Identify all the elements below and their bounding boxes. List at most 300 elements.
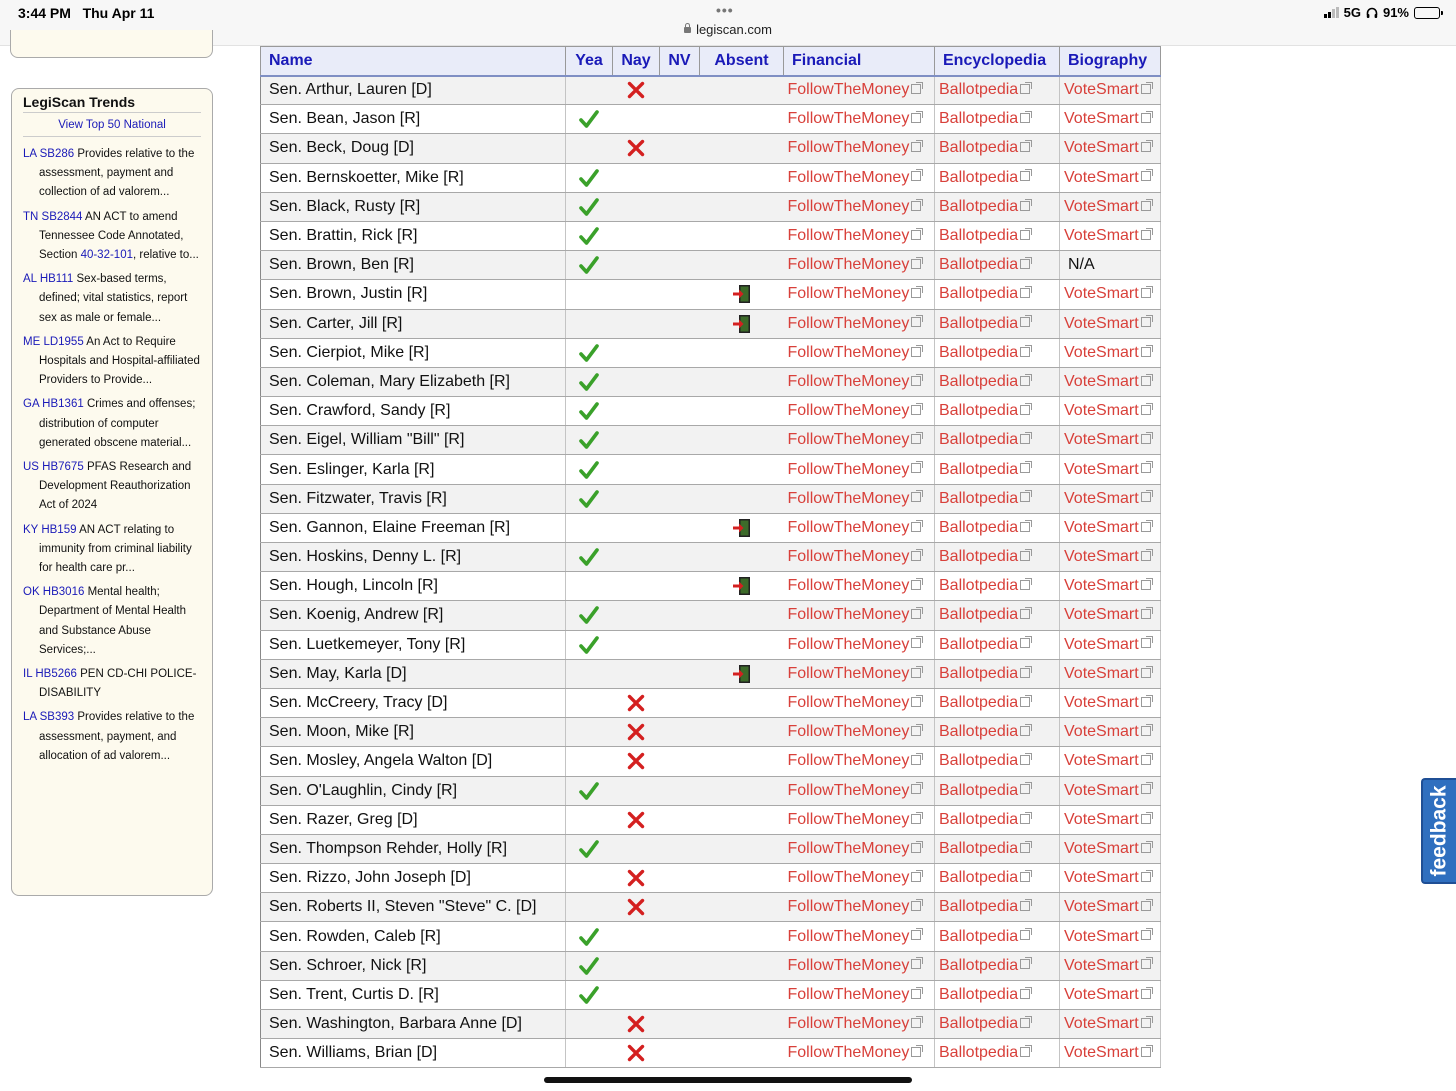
vote-cell-yea — [566, 426, 613, 455]
financial-link[interactable]: FollowTheMoney — [787, 810, 910, 828]
biography-cell — [1060, 426, 1161, 455]
financial-link[interactable]: FollowTheMoney — [787, 548, 910, 566]
vote-cell-absent — [700, 1039, 784, 1068]
encyclopedia-link[interactable]: Ballotpedia — [939, 139, 1019, 157]
biography-link[interactable]: VoteSmart — [1064, 898, 1139, 916]
biography-na: N/A — [1068, 256, 1095, 274]
legislator-name[interactable]: Sen. Mosley, Angela Walton [D] — [261, 747, 566, 776]
vote-cell-absent — [700, 455, 784, 484]
bill-id-link[interactable]: ME LD1955 — [23, 335, 84, 348]
encyclopedia-link[interactable]: Ballotpedia — [939, 869, 1019, 887]
financial-link[interactable]: FollowTheMoney — [787, 723, 910, 741]
encyclopedia-link[interactable]: Ballotpedia — [939, 460, 1019, 478]
vote-cell-nv — [660, 309, 700, 338]
encyclopedia-link[interactable]: Ballotpedia — [939, 898, 1019, 916]
biography-cell — [1060, 309, 1161, 338]
encyclopedia-cell — [935, 105, 1060, 134]
financial-link[interactable]: FollowTheMoney — [787, 314, 910, 332]
table-row — [261, 659, 1161, 688]
biography-link[interactable]: VoteSmart — [1064, 489, 1139, 507]
financial-link[interactable]: FollowTheMoney — [787, 1015, 910, 1033]
biography-cell — [1060, 105, 1161, 134]
financial-link[interactable]: FollowTheMoney — [787, 197, 910, 215]
financial-link[interactable]: FollowTheMoney — [787, 431, 910, 449]
biography-link[interactable]: VoteSmart — [1064, 372, 1139, 390]
check-icon — [579, 781, 599, 801]
vote-cell-nv — [660, 776, 700, 805]
vote-cell-nv — [660, 134, 700, 163]
biography-cell — [1060, 951, 1161, 980]
biography-link[interactable]: VoteSmart — [1064, 460, 1139, 478]
exit-door-icon — [732, 284, 752, 304]
vote-cell-nv — [660, 221, 700, 250]
external-link-icon — [911, 201, 921, 211]
vote-cell-absent — [700, 426, 784, 455]
vote-cell-yea — [566, 280, 613, 309]
biography-cell — [1060, 980, 1161, 1009]
external-link-icon — [1020, 551, 1030, 561]
legislator-name[interactable]: Sen. Coleman, Mary Elizabeth [R] — [261, 367, 566, 396]
biography-link[interactable]: VoteSmart — [1064, 343, 1139, 361]
external-link-icon — [911, 405, 921, 415]
table-row — [261, 864, 1161, 893]
table-row — [261, 893, 1161, 922]
financial-cell — [784, 221, 935, 250]
vote-cell-nv — [660, 543, 700, 572]
biography-cell — [1060, 659, 1161, 688]
table-row — [261, 484, 1161, 513]
vote-cell-yea — [566, 543, 613, 572]
vote-cell-nay — [613, 338, 660, 367]
legislator-name[interactable]: Sen. McCreery, Tracy [D] — [261, 688, 566, 717]
financial-link[interactable]: FollowTheMoney — [787, 110, 910, 128]
bill-id-link[interactable]: GA HB1361 — [23, 398, 84, 411]
encyclopedia-cell — [935, 455, 1060, 484]
biography-cell — [1060, 601, 1161, 630]
vote-cell-nv — [660, 367, 700, 396]
encyclopedia-link[interactable]: Ballotpedia — [939, 752, 1019, 770]
check-icon — [579, 226, 599, 246]
column-header-nv[interactable]: NV — [660, 47, 700, 76]
biography-link[interactable]: VoteSmart — [1064, 402, 1139, 420]
legislator-name[interactable]: Sen. May, Karla [D] — [261, 659, 566, 688]
vote-cell-yea — [566, 718, 613, 747]
financial-cell — [784, 601, 935, 630]
financial-cell — [784, 1039, 935, 1068]
legislator-name[interactable]: Sen. Bean, Jason [R] — [261, 105, 566, 134]
financial-link[interactable]: FollowTheMoney — [787, 752, 910, 770]
external-link-icon — [1141, 872, 1151, 882]
financial-link[interactable]: FollowTheMoney — [787, 168, 910, 186]
biography-link[interactable]: VoteSmart — [1064, 168, 1139, 186]
check-icon — [579, 956, 599, 976]
biography-cell — [1060, 893, 1161, 922]
external-link-icon — [1141, 989, 1151, 999]
biography-link[interactable]: VoteSmart — [1064, 664, 1139, 682]
financial-cell — [784, 951, 935, 980]
external-link-icon — [1020, 463, 1030, 473]
encyclopedia-link[interactable]: Ballotpedia — [939, 197, 1019, 215]
encyclopedia-link[interactable]: Ballotpedia — [939, 343, 1019, 361]
legislator-name[interactable]: Sen. Luetkemeyer, Tony [R] — [261, 630, 566, 659]
external-link-icon — [1020, 171, 1030, 181]
encyclopedia-link[interactable]: Ballotpedia — [939, 227, 1019, 245]
bill-description: An Act to Require Hospitals and Hospital-affiliated Providers to Provide... — [39, 335, 200, 387]
biography-cell — [1060, 834, 1161, 863]
financial-cell — [784, 134, 935, 163]
financial-link[interactable]: FollowTheMoney — [787, 985, 910, 1003]
vote-cell-nv — [660, 630, 700, 659]
vote-cell-absent — [700, 367, 784, 396]
financial-link[interactable]: FollowTheMoney — [787, 635, 910, 653]
financial-cell — [784, 922, 935, 951]
financial-link[interactable]: FollowTheMoney — [787, 1044, 910, 1062]
external-link-icon — [1020, 638, 1030, 648]
encyclopedia-link[interactable]: Ballotpedia — [939, 577, 1019, 595]
encyclopedia-link[interactable]: Ballotpedia — [939, 372, 1019, 390]
check-icon — [579, 168, 599, 188]
vote-cell-absent — [700, 251, 784, 280]
legislator-name[interactable]: Sen. Washington, Barbara Anne [D] — [261, 1010, 566, 1039]
biography-link[interactable]: VoteSmart — [1064, 1015, 1139, 1033]
external-link-icon — [911, 638, 921, 648]
table-row — [261, 776, 1161, 805]
legislator-name[interactable]: Sen. Eslinger, Karla [R] — [261, 455, 566, 484]
vote-cell-yea — [566, 776, 613, 805]
biography-link[interactable]: VoteSmart — [1064, 431, 1139, 449]
biography-link[interactable]: VoteSmart — [1064, 577, 1139, 595]
vote-cell-nv — [660, 338, 700, 367]
table-row — [261, 1010, 1161, 1039]
financial-link[interactable]: FollowTheMoney — [787, 256, 910, 274]
legislator-name[interactable]: Sen. Roberts II, Steven "Steve" C. [D] — [261, 893, 566, 922]
legislator-name[interactable]: Sen. Schroer, Nick [R] — [261, 951, 566, 980]
external-link-icon — [911, 930, 921, 940]
table-row — [261, 338, 1161, 367]
vote-cell-nay — [613, 718, 660, 747]
external-link-icon — [911, 171, 921, 181]
encyclopedia-cell — [935, 484, 1060, 513]
encyclopedia-link[interactable]: Ballotpedia — [939, 839, 1019, 857]
check-icon — [579, 547, 599, 567]
encyclopedia-link[interactable]: Ballotpedia — [939, 694, 1019, 712]
bill-id-link[interactable]: AL HB111 — [23, 273, 74, 286]
external-link-icon — [1141, 434, 1151, 444]
vote-cell-yea — [566, 76, 613, 105]
external-link-icon — [911, 551, 921, 561]
external-link-icon — [1141, 201, 1151, 211]
financial-link[interactable]: FollowTheMoney — [787, 956, 910, 974]
financial-cell — [784, 367, 935, 396]
bill-id-link[interactable]: US HB7675 — [23, 461, 84, 474]
financial-link[interactable]: FollowTheMoney — [787, 664, 910, 682]
biography-link[interactable]: VoteSmart — [1064, 518, 1139, 536]
financial-link[interactable]: FollowTheMoney — [787, 869, 910, 887]
biography-cell — [1060, 776, 1161, 805]
external-link-icon — [911, 259, 921, 269]
vote-cell-absent — [700, 659, 784, 688]
financial-link[interactable]: FollowTheMoney — [787, 372, 910, 390]
vote-cell-yea — [566, 134, 613, 163]
network-type: 5G — [1343, 5, 1361, 20]
column-header-name[interactable]: Name — [261, 47, 566, 76]
encyclopedia-link[interactable]: Ballotpedia — [939, 256, 1019, 274]
encyclopedia-link[interactable]: Ballotpedia — [939, 781, 1019, 799]
check-icon — [579, 839, 599, 859]
legislator-name[interactable]: Sen. Brown, Justin [R] — [261, 280, 566, 309]
encyclopedia-link[interactable]: Ballotpedia — [939, 606, 1019, 624]
encyclopedia-link[interactable]: Ballotpedia — [939, 314, 1019, 332]
encyclopedia-link[interactable]: Ballotpedia — [939, 723, 1019, 741]
legislator-name[interactable]: Sen. Brattin, Rick [R] — [261, 221, 566, 250]
biography-link[interactable]: VoteSmart — [1064, 810, 1139, 828]
legislator-name[interactable]: Sen. Williams, Brian [D] — [261, 1039, 566, 1068]
table-body — [261, 76, 1161, 1068]
financial-link[interactable]: FollowTheMoney — [787, 81, 910, 99]
vote-cell-absent — [700, 221, 784, 250]
cellular-signal-icon — [1324, 7, 1339, 18]
external-link-icon — [911, 580, 921, 590]
vote-cell-nay — [613, 834, 660, 863]
vote-cell-absent — [700, 572, 784, 601]
biography-link[interactable]: VoteSmart — [1064, 110, 1139, 128]
view-top-50-link[interactable]: View Top 50 National — [23, 119, 201, 137]
financial-link[interactable]: FollowTheMoney — [787, 898, 910, 916]
biography-cell — [1060, 630, 1161, 659]
external-link-icon — [911, 609, 921, 619]
financial-link[interactable]: FollowTheMoney — [787, 460, 910, 478]
encyclopedia-link[interactable]: Ballotpedia — [939, 635, 1019, 653]
encyclopedia-link[interactable]: Ballotpedia — [939, 1015, 1019, 1033]
external-link-icon — [1141, 930, 1151, 940]
bill-description: Crimes and offenses; distribution of computer generated obscene material... — [39, 398, 196, 449]
vote-cell-yea — [566, 834, 613, 863]
legislator-name[interactable]: Sen. Fitzwater, Travis [R] — [261, 484, 566, 513]
legislator-name[interactable]: Sen. Beck, Doug [D] — [261, 134, 566, 163]
encyclopedia-cell — [935, 864, 1060, 893]
financial-cell — [784, 776, 935, 805]
encyclopedia-link[interactable]: Ballotpedia — [939, 664, 1019, 682]
financial-link[interactable]: FollowTheMoney — [787, 343, 910, 361]
encyclopedia-link[interactable]: Ballotpedia — [939, 110, 1019, 128]
column-header-biography[interactable]: Biography — [1060, 47, 1161, 76]
legislator-name[interactable]: Sen. Moon, Mike [R] — [261, 718, 566, 747]
biography-cell — [1060, 747, 1161, 776]
external-link-icon — [1141, 405, 1151, 415]
biography-cell — [1060, 1039, 1161, 1068]
vote-cell-nay — [613, 455, 660, 484]
external-link-icon — [911, 434, 921, 444]
encyclopedia-link[interactable]: Ballotpedia — [939, 431, 1019, 449]
external-link-icon — [1020, 376, 1030, 386]
bill-id-link[interactable]: LA SB393 — [23, 711, 75, 724]
code-section-link[interactable]: 40-32-101 — [80, 249, 133, 262]
financial-link[interactable]: FollowTheMoney — [787, 694, 910, 712]
bill-id-link[interactable]: OK HB3016 — [23, 586, 85, 599]
bill-id-link[interactable]: LA SB286 — [23, 148, 75, 160]
legislator-name[interactable]: Sen. Razer, Greg [D] — [261, 805, 566, 834]
biography-link[interactable]: VoteSmart — [1064, 606, 1139, 624]
biography-cell — [1060, 397, 1161, 426]
bill-description: PFAS Research and Development Reauthorization Act of 2024 — [39, 461, 192, 512]
external-link-icon — [911, 113, 921, 123]
biography-cell — [1060, 513, 1161, 542]
browser-menu-dots[interactable]: ••• — [716, 2, 734, 18]
feedback-label: feedback — [1427, 785, 1451, 877]
biography-link[interactable]: VoteSmart — [1064, 197, 1139, 215]
column-header-yea[interactable]: Yea — [566, 47, 613, 76]
legislator-name[interactable]: Sen. Hough, Lincoln [R] — [261, 572, 566, 601]
external-link-icon — [1141, 784, 1151, 794]
biography-link[interactable]: VoteSmart — [1064, 781, 1139, 799]
financial-link[interactable]: FollowTheMoney — [787, 781, 910, 799]
external-link-icon — [911, 784, 921, 794]
encyclopedia-link[interactable]: Ballotpedia — [939, 985, 1019, 1003]
biography-link[interactable]: VoteSmart — [1064, 956, 1139, 974]
biography-link[interactable]: VoteSmart — [1064, 285, 1139, 303]
financial-link[interactable]: FollowTheMoney — [787, 518, 910, 536]
legislator-name[interactable]: Sen. Rowden, Caleb [R] — [261, 922, 566, 951]
encyclopedia-link[interactable]: Ballotpedia — [939, 548, 1019, 566]
biography-link[interactable]: VoteSmart — [1064, 139, 1139, 157]
encyclopedia-link[interactable]: Ballotpedia — [939, 810, 1019, 828]
legislator-name[interactable]: Sen. Carter, Jill [R] — [261, 309, 566, 338]
external-link-icon — [1141, 347, 1151, 357]
external-link-icon — [1020, 434, 1030, 444]
legislator-name[interactable]: Sen. Black, Rusty [R] — [261, 192, 566, 221]
bill-id-link[interactable]: KY HB159 — [23, 523, 77, 536]
trending-bill-item — [23, 665, 201, 703]
vote-cell-nay — [613, 309, 660, 338]
address-bar[interactable] — [0, 22, 1456, 37]
trending-bill-item — [23, 395, 201, 453]
external-link-icon — [1020, 726, 1030, 736]
biography-link[interactable]: VoteSmart — [1064, 694, 1139, 712]
encyclopedia-link[interactable]: Ballotpedia — [939, 81, 1019, 99]
legislator-name[interactable]: Sen. Koenig, Andrew [R] — [261, 601, 566, 630]
financial-link[interactable]: FollowTheMoney — [787, 285, 910, 303]
encyclopedia-link[interactable]: Ballotpedia — [939, 402, 1019, 420]
legislator-name[interactable]: Sen. Eigel, William "Bill" [R] — [261, 426, 566, 455]
legislator-name[interactable]: Sen. Cierpiot, Mike [R] — [261, 338, 566, 367]
vote-cell-absent — [700, 1010, 784, 1039]
external-link-icon — [1020, 697, 1030, 707]
biography-link[interactable]: VoteSmart — [1064, 839, 1139, 857]
bill-description: Provides relative to the assessment, payment, and allocation of ad valorem... — [39, 711, 195, 762]
financial-link[interactable]: FollowTheMoney — [787, 139, 910, 157]
biography-link[interactable]: VoteSmart — [1064, 723, 1139, 741]
column-header-financial[interactable]: Financial — [784, 47, 935, 76]
column-header-absent[interactable]: Absent — [700, 47, 784, 76]
external-link-icon — [1020, 201, 1030, 211]
encyclopedia-link[interactable]: Ballotpedia — [939, 927, 1019, 945]
legislator-name[interactable]: Sen. Arthur, Lauren [D] — [261, 76, 566, 105]
table-row — [261, 221, 1161, 250]
legislator-name[interactable]: Sen. Trent, Curtis D. [R] — [261, 980, 566, 1009]
encyclopedia-link[interactable]: Ballotpedia — [939, 518, 1019, 536]
check-icon — [579, 255, 599, 275]
column-header-encyclopedia[interactable]: Encyclopedia — [935, 47, 1060, 76]
biography-link[interactable]: VoteSmart — [1064, 314, 1139, 332]
financial-link[interactable]: FollowTheMoney — [787, 489, 910, 507]
feedback-tab[interactable] — [1421, 778, 1456, 884]
vote-cell-nv — [660, 659, 700, 688]
encyclopedia-cell — [935, 367, 1060, 396]
status-time: 3:44 PM Thu Apr 11 — [18, 5, 155, 21]
bill-id-link[interactable]: IL HB5266 — [23, 668, 77, 681]
legislator-name[interactable]: Sen. Thompson Rehder, Holly [R] — [261, 834, 566, 863]
biography-link[interactable]: VoteSmart — [1064, 548, 1139, 566]
financial-link[interactable]: FollowTheMoney — [787, 927, 910, 945]
vote-cell-nv — [660, 834, 700, 863]
encyclopedia-cell — [935, 1010, 1060, 1039]
x-mark-icon — [627, 723, 645, 741]
headphones-icon — [1366, 7, 1378, 19]
biography-link[interactable]: VoteSmart — [1064, 635, 1139, 653]
financial-link[interactable]: FollowTheMoney — [787, 606, 910, 624]
external-link-icon — [1020, 347, 1030, 357]
legislator-name[interactable]: Sen. Rizzo, John Joseph [D] — [261, 864, 566, 893]
external-link-icon — [911, 1018, 921, 1028]
external-link-icon — [1141, 551, 1151, 561]
biography-link[interactable]: VoteSmart — [1064, 81, 1139, 99]
financial-cell — [784, 280, 935, 309]
column-header-nay[interactable]: Nay — [613, 47, 660, 76]
table-row — [261, 951, 1161, 980]
legislator-name[interactable]: Sen. Gannon, Elaine Freeman [R] — [261, 513, 566, 542]
encyclopedia-cell — [935, 221, 1060, 250]
legislator-name[interactable]: Sen. Bernskoetter, Mike [R] — [261, 163, 566, 192]
financial-link[interactable]: FollowTheMoney — [787, 577, 910, 595]
biography-link[interactable]: VoteSmart — [1064, 227, 1139, 245]
bill-id-link[interactable]: TN SB2844 — [23, 210, 83, 223]
financial-link[interactable]: FollowTheMoney — [787, 839, 910, 857]
vote-cell-absent — [700, 513, 784, 542]
external-link-icon — [1141, 959, 1151, 969]
financial-link[interactable]: FollowTheMoney — [787, 402, 910, 420]
biography-link[interactable]: VoteSmart — [1064, 869, 1139, 887]
external-link-icon — [1020, 522, 1030, 532]
legislator-name[interactable]: Sen. Hoskins, Denny L. [R] — [261, 543, 566, 572]
vote-cell-yea — [566, 805, 613, 834]
trending-bill-item — [23, 333, 201, 391]
encyclopedia-link[interactable]: Ballotpedia — [939, 489, 1019, 507]
biography-link[interactable]: VoteSmart — [1064, 985, 1139, 1003]
vote-cell-absent — [700, 922, 784, 951]
status-indicators — [1324, 5, 1440, 20]
legislator-name[interactable]: Sen. Crawford, Sandy [R] — [261, 397, 566, 426]
external-link-icon — [1020, 901, 1030, 911]
vote-cell-nay — [613, 688, 660, 717]
biography-link[interactable]: VoteSmart — [1064, 1044, 1139, 1062]
biography-link[interactable]: VoteSmart — [1064, 927, 1139, 945]
encyclopedia-link[interactable]: Ballotpedia — [939, 285, 1019, 303]
financial-link[interactable]: FollowTheMoney — [787, 227, 910, 245]
biography-link[interactable]: VoteSmart — [1064, 752, 1139, 770]
vote-cell-nv — [660, 893, 700, 922]
legislator-name[interactable]: Sen. O'Laughlin, Cindy [R] — [261, 776, 566, 805]
home-indicator[interactable] — [544, 1077, 912, 1083]
status-bar — [0, 0, 1456, 46]
biography-cell — [1060, 688, 1161, 717]
legislator-name[interactable]: Sen. Brown, Ben [R] — [261, 251, 566, 280]
encyclopedia-link[interactable]: Ballotpedia — [939, 956, 1019, 974]
table-row — [261, 251, 1161, 280]
encyclopedia-link[interactable]: Ballotpedia — [939, 168, 1019, 186]
table-row — [261, 718, 1161, 747]
external-link-icon — [911, 843, 921, 853]
encyclopedia-link[interactable]: Ballotpedia — [939, 1044, 1019, 1062]
